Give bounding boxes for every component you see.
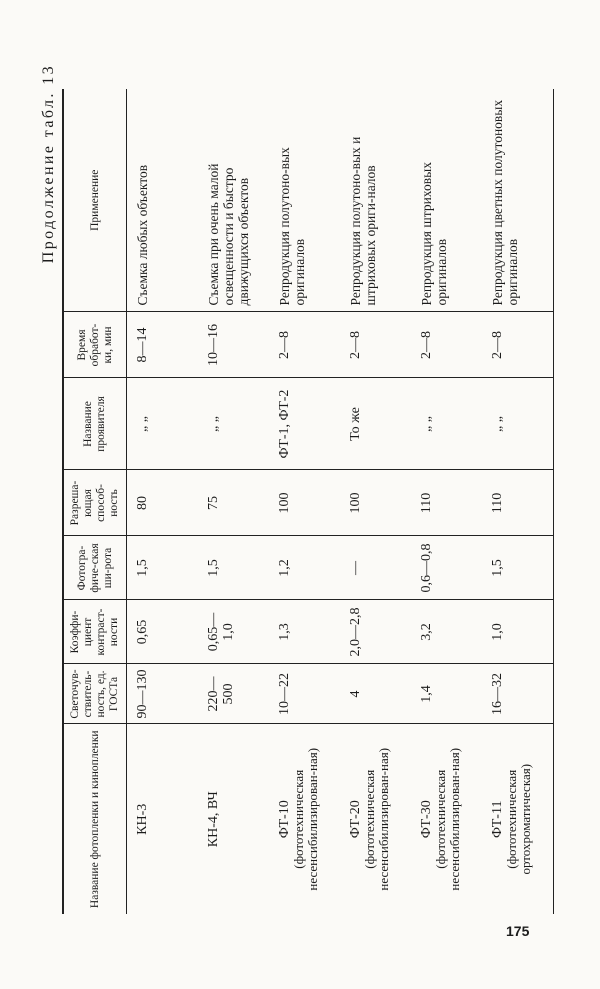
cell-resolution: 110 — [482, 470, 554, 536]
cell-latitude: 1,5 — [127, 536, 199, 600]
cell-latitude: 0,6—0,8 — [411, 536, 482, 600]
film-name: ФТ-10 — [277, 800, 292, 839]
cell-sensitivity: 16—32 — [482, 664, 554, 724]
table-caption: Продолжение табл. 13 — [40, 64, 57, 264]
cell-application: Съемка при очень малой освещенности и быстро движущихся объектов — [198, 89, 269, 312]
film-name: ФТ-11 — [490, 800, 505, 838]
film-name: КН-3 — [135, 803, 150, 835]
header-developer: Название проявителя — [63, 378, 127, 470]
cell-contrast: 2,0—2,8 — [340, 600, 411, 664]
table-row — [127, 89, 199, 914]
cell-developer: „ „ — [482, 378, 554, 470]
cell-contrast: 1,0 — [482, 600, 554, 664]
table-row — [340, 89, 411, 914]
film-name: ФТ-30 — [419, 800, 434, 839]
cell-time: 2—8 — [482, 312, 554, 378]
header-sensitivity: Светочув-ствитель-ность, ед. ГОСТа — [63, 664, 127, 724]
header-latitude: Фотогра-фиче-ская ши-рота — [63, 536, 127, 600]
cell-sensitivity: 1,4 — [411, 664, 482, 724]
table-row — [411, 89, 482, 914]
cell-film-name — [198, 724, 269, 914]
film-type: (фототехническая несенсибилизирован-ная) — [433, 747, 462, 891]
cell-contrast: 1,3 — [269, 600, 340, 664]
cell-resolution: 110 — [411, 470, 482, 536]
cell-sensitivity: 4 — [340, 664, 411, 724]
cell-film-name — [411, 724, 482, 914]
cell-sensitivity: 90—130 — [127, 664, 199, 724]
cell-film-name — [127, 724, 199, 914]
cell-application: Репродукция полутоно-вых оригиналов — [269, 89, 340, 312]
cell-developer: „ „ — [198, 378, 269, 470]
cell-contrast: 0,65—1,0 — [198, 600, 269, 664]
header-contrast: Коэффи-циент контраст-ности — [63, 600, 127, 664]
cell-application: Репродукция полутоно-вых и штриховых ориги-налов — [340, 89, 411, 312]
cell-film-name — [340, 724, 411, 914]
header-application: Применение — [63, 89, 127, 312]
cell-application: Съемка любых объектов — [127, 89, 199, 312]
cell-latitude: 1,2 — [269, 536, 340, 600]
table-row — [198, 89, 269, 914]
cell-film-name — [269, 724, 340, 914]
cell-time: 8—14 — [127, 312, 199, 378]
cell-time: 2—8 — [340, 312, 411, 378]
film-type: (фототехническая ортохроматическая) — [504, 763, 533, 875]
cell-time: 2—8 — [411, 312, 482, 378]
cell-application: Репродукция цветных полутоновых оригиналов — [482, 89, 554, 312]
cell-resolution: 80 — [127, 470, 199, 536]
cell-latitude: 1,5 — [198, 536, 269, 600]
film-name: КН-4, ВЧ — [206, 791, 221, 848]
cell-developer: „ „ — [411, 378, 482, 470]
film-type: (фототехническая несенсибилизирован-ная) — [362, 747, 391, 891]
cell-resolution: 75 — [198, 470, 269, 536]
film-type: (фототехническая несенсибилизирован-ная) — [291, 747, 320, 891]
cell-sensitivity: 220—500 — [198, 664, 269, 724]
cell-resolution: 100 — [269, 470, 340, 536]
cell-contrast: 3,2 — [411, 600, 482, 664]
film-name: ФТ-20 — [348, 800, 363, 839]
header-time: Время обработ-ки, мин — [63, 312, 127, 378]
header-resolution: Разреша-ющая способ-ность — [63, 470, 127, 536]
cell-latitude: 1,5 — [482, 536, 554, 600]
cell-film-name — [482, 724, 554, 914]
cell-time: 10—16 — [198, 312, 269, 378]
cell-latitude: — — [340, 536, 411, 600]
table-header-row — [63, 89, 127, 914]
table-row — [482, 89, 554, 914]
cell-contrast: 0,65 — [127, 600, 199, 664]
table-row — [269, 89, 340, 914]
cell-application: Репродукция штриховых оригиналов — [411, 89, 482, 312]
cell-sensitivity: 10—22 — [269, 664, 340, 724]
rotated-page-content — [0, 54, 600, 914]
cell-developer: „ „ — [127, 378, 199, 470]
cell-developer: ФТ-1, ФТ-2 — [269, 378, 340, 470]
cell-resolution: 100 — [340, 470, 411, 536]
cell-developer: То же — [340, 378, 411, 470]
cell-time: 2—8 — [269, 312, 340, 378]
page-number: 175 — [506, 923, 530, 939]
header-film-name: Название фотопленки и кинопленки — [63, 724, 127, 914]
film-properties-table — [62, 89, 554, 914]
